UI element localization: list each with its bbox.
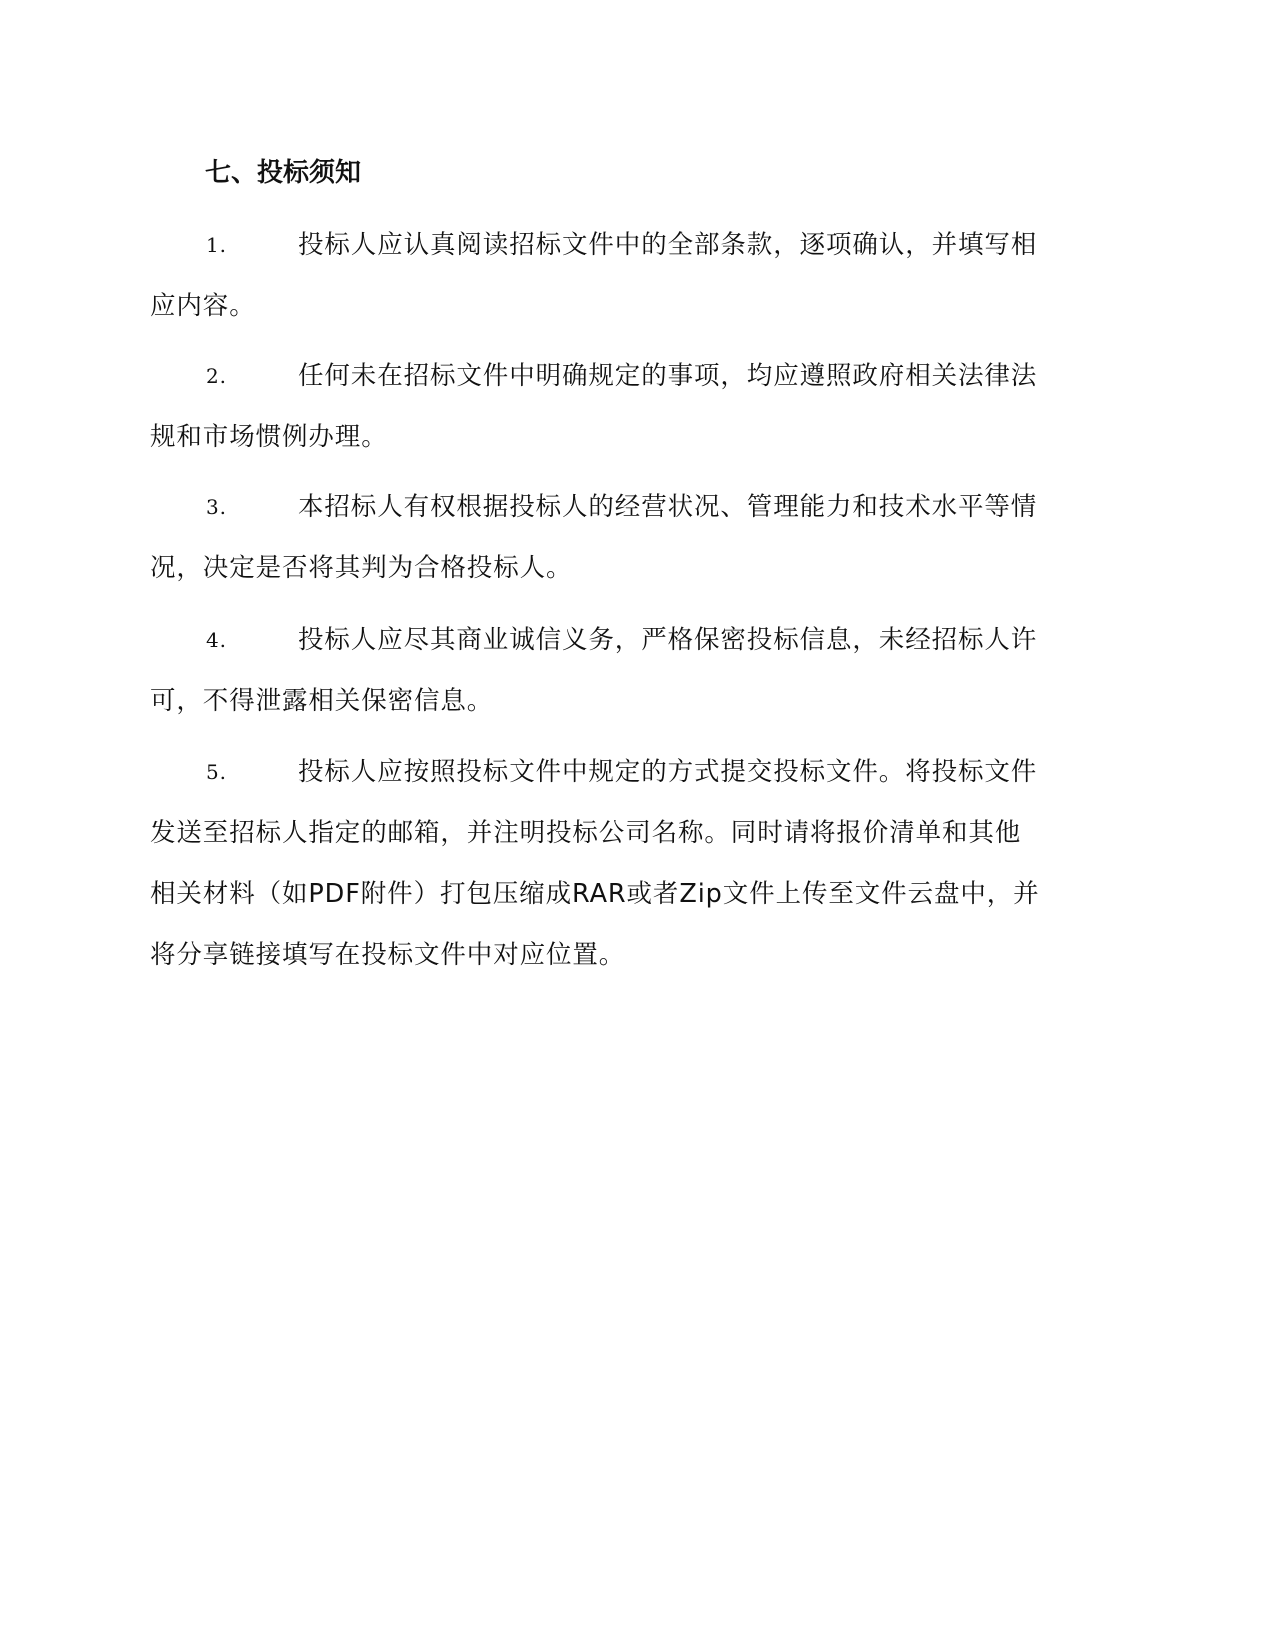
section-heading: 七、投标须知 — [205, 158, 362, 188]
list-item-1 — [150, 215, 1110, 337]
list-item-first-line — [150, 215, 1110, 276]
list-item-continuation: 可，不得泄露相关保密信息。 — [150, 686, 494, 716]
list-item-first-line — [150, 742, 1110, 803]
list-item-continuation: 应内容。 — [150, 291, 256, 321]
list-item-first-line — [150, 477, 1110, 538]
list-item-text: 投标人应尽其商业诚信义务，严格保密投标信息，未经招标人许 — [298, 625, 1038, 655]
list-item-continuation: 规和市场惯例办理。 — [150, 422, 388, 452]
list-item-text: 投标人应按照投标文件中规定的方式提交投标文件。将投标文件 — [298, 757, 1038, 787]
list-item-continuation: 相关材料（如PDF附件）打包压缩成RAR或者Zip文件上传至文件云盘中，并 — [150, 879, 1040, 909]
list-item-continuation: 况，决定是否将其判为合格投标人。 — [150, 553, 573, 583]
list-item-first-line — [150, 610, 1110, 671]
list-item-5 — [150, 742, 1110, 986]
list-item-number: 2. — [206, 364, 227, 388]
list-item-2 — [150, 346, 1110, 468]
list-item-continuation: 将分享链接填写在投标文件中对应位置。 — [150, 940, 626, 970]
list-item-text: 任何未在招标文件中明确规定的事项，均应遵照政府相关法律法 — [298, 361, 1038, 391]
list-item-3 — [150, 477, 1110, 599]
list-item-4 — [150, 610, 1110, 732]
list-item-text: 本招标人有权根据投标人的经营状况、管理能力和技术水平等情 — [298, 492, 1038, 522]
list-item-number: 5. — [206, 760, 227, 784]
list-item-first-line — [150, 346, 1110, 407]
list-item-number: 3. — [206, 495, 227, 519]
list-item-text: 投标人应认真阅读招标文件中的全部条款，逐项确认，并填写相 — [298, 230, 1038, 260]
list-item-number: 1. — [206, 233, 227, 257]
list-item-continuation: 发送至招标人指定的邮箱，并注明投标公司名称。同时请将报价清单和其他 — [150, 818, 1022, 848]
list-item-number: 4. — [206, 628, 227, 652]
